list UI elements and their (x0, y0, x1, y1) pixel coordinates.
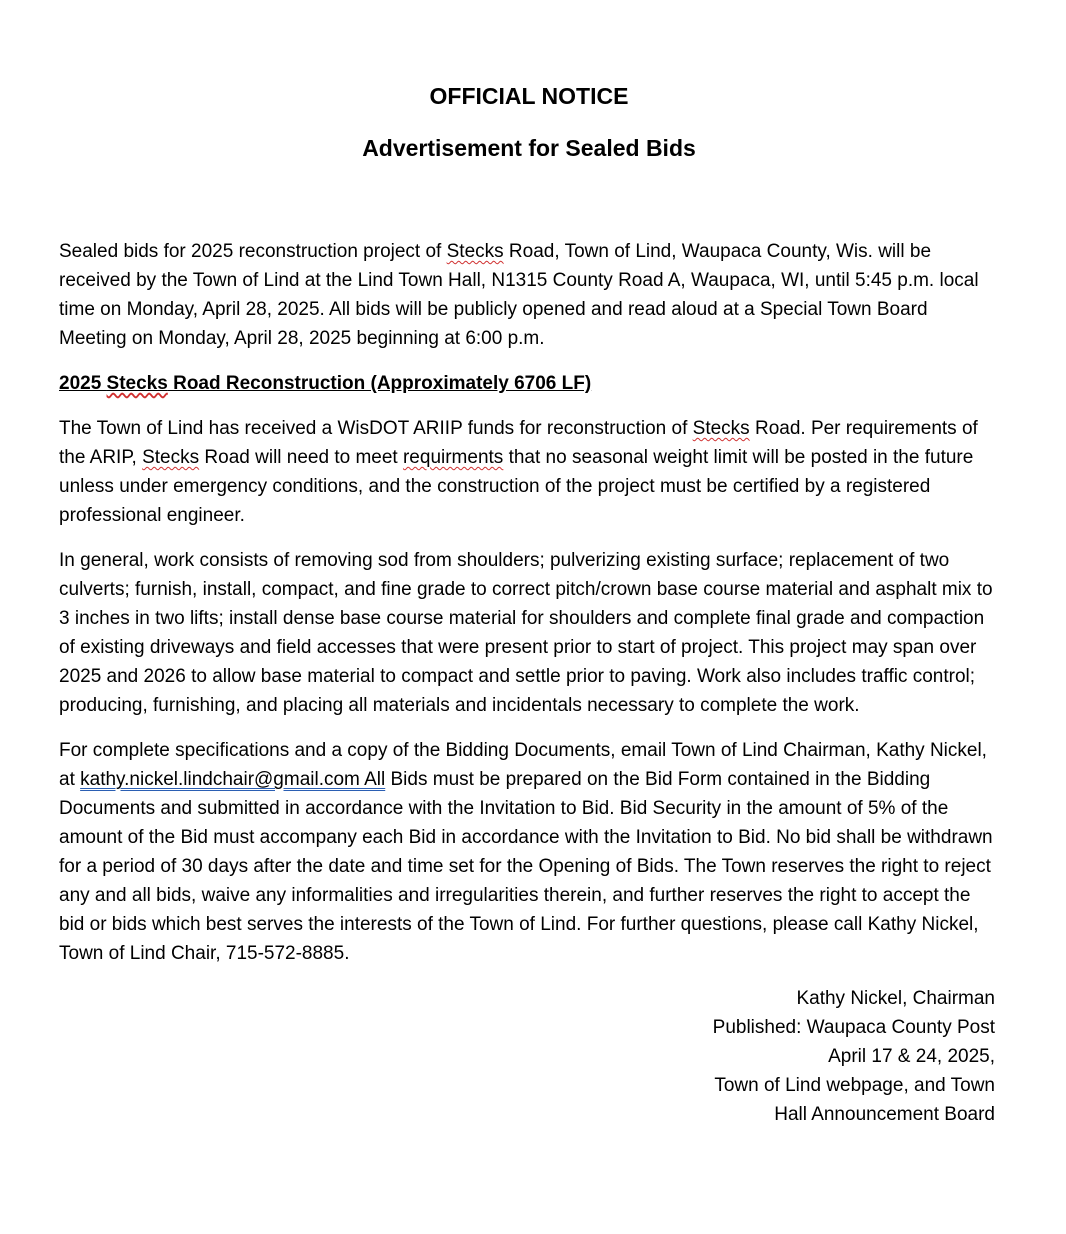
specifications-text-1: For complete specifications and a copy of the Bidding Documents, email Town of Lind Chairman, Kathy Nickel, at (59, 740, 987, 790)
spellcheck-word: Stecks (142, 447, 200, 468)
funding-text-1: The Town of Lind has received a WisDOT ARIIP funds for reconstruction of (59, 418, 693, 439)
spellcheck-word: Stecks (106, 373, 168, 394)
signature-block (59, 984, 999, 1129)
funding-text-3: Road will need to meet (199, 447, 403, 468)
work-scope-paragraph: In general, work consists of removing sod from shoulders; pulverizing existing surface; replacement of two culverts; furnish, install, compact, and fine grade to correct pitch/crown base course material and asphalt mix to 3 inches in two lifts; install dense base course material for shoulders and complete final grade and compaction of existing driveways and field accesses that were present prior to start of project. This project may span over 2025 and 2026 to allow base material to compact and settle prior to paving. Work also includes traffic control; producing, furnishing, and placing all materials and incidentals necessary to complete the work. (59, 550, 993, 716)
project-heading (59, 369, 999, 398)
signature-line: Published: Waupaca County Post (712, 1017, 995, 1038)
intro-paragraph (59, 237, 999, 353)
funding-paragraph (59, 414, 999, 530)
email-link[interactable]: kathy.nickel.lindchair@gmail.com All (80, 769, 386, 790)
intro-text-2: Road, Town of Lind, Waupaca County, Wis. will be received by the Town of Lind at the Lind Town Hall, N1315 County Road A, Waupaca, WI, until 5:45 p.m. local time on Monday, April 28, 2025. All bids will be publicly opened and read aloud at a Special Town Board Meeting on Monday, April 28, 2025 beginning at 6:00 p.m. (59, 241, 979, 349)
spellcheck-word: Stecks (446, 241, 504, 262)
signature-line: Town of Lind webpage, and Town (714, 1075, 995, 1096)
spellcheck-word: requirments (402, 447, 504, 468)
signature-line: Hall Announcement Board (774, 1104, 995, 1125)
specifications-paragraph (59, 736, 999, 968)
spellcheck-word: Stecks (692, 418, 750, 439)
project-heading-text-2: Road Reconstruction (Approximately 6706 LF) (167, 373, 592, 394)
notice-subtitle: Advertisement for Sealed Bids (362, 135, 696, 161)
funding-text-2: Road. Per requirements of the ARIP, (59, 418, 978, 468)
document-page (59, 78, 999, 1129)
signature-line: April 17 & 24, 2025, (828, 1046, 995, 1067)
specifications-text-2: Bids must be prepared on the Bid Form contained in the Bidding Documents and submitted in accordance with the Invitation to Bid. Bid Security in the amount of 5% of the amount of the Bid must accompany each Bid in accordance with the Invitation to Bid. No bid shall be withdrawn for a period of 30 days after the date and time set for the Opening of Bids. The Town reserves the right to reject any and all bids, waive any informalities and irregularities therein, and further reserves the right to accept the bid or bids which best serves the interests of the Town of Lind. For further questions, please call Kathy Nickel, Town of Lind Chair, 715-572-8885. (59, 769, 993, 964)
intro-text-1: Sealed bids for 2025 reconstruction project of (59, 241, 447, 262)
notice-title: OFFICIAL NOTICE (429, 83, 629, 109)
signature-line: Kathy Nickel, Chairman (796, 988, 995, 1009)
funding-text-4: that no seasonal weight limit will be posted in the future unless under emergency conditions, and the construction of the project must be certified by a registered professional engineer. (59, 447, 974, 526)
project-heading-text-1: 2025 (59, 373, 107, 394)
